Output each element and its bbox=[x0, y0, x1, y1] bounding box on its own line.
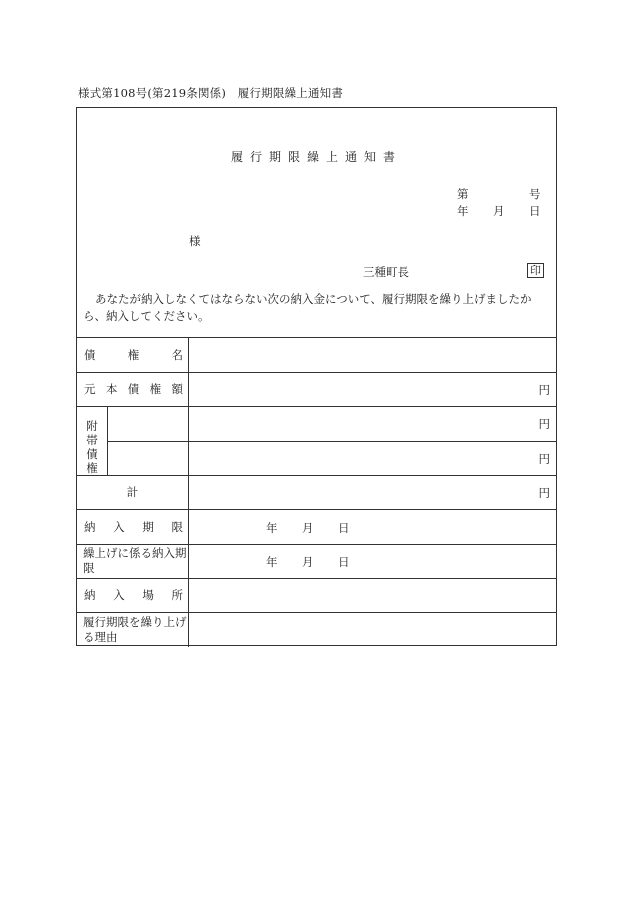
document-title: 履行期限繰上通知書 bbox=[230, 150, 402, 164]
number-prefix: 第 bbox=[457, 187, 469, 201]
label-reason: 履行期限を繰り上げる理由 bbox=[83, 614, 187, 644]
seal-mark: 印 bbox=[527, 263, 544, 278]
date-day: 日 bbox=[529, 204, 541, 218]
advanced-deadline-month: 月 bbox=[302, 555, 314, 569]
deadline-day: 日 bbox=[338, 521, 350, 535]
principal-unit: 円 bbox=[538, 383, 550, 397]
form-label: 様式第108号(第219条関係) 履行期限繰上通知書 bbox=[78, 86, 344, 100]
sender-name: 三種町長 bbox=[363, 265, 409, 279]
attached-unit-2: 円 bbox=[538, 452, 550, 466]
label-advanced-deadline: 繰上げに係る納入期限 bbox=[83, 546, 187, 575]
date-month: 月 bbox=[493, 204, 505, 218]
label-credit-name: 債 権 名 bbox=[84, 347, 183, 362]
number-suffix: 号 bbox=[529, 187, 541, 201]
label-place: 納 入 場 所 bbox=[84, 588, 183, 602]
deadline-month: 月 bbox=[302, 521, 314, 535]
label-principal: 元 本 債 権 額 bbox=[84, 382, 183, 396]
addressee-suffix: 様 bbox=[189, 234, 201, 248]
label-deadline: 納 入 期 限 bbox=[84, 519, 183, 534]
label-attached-credit: 附 帯 債 権 bbox=[86, 419, 98, 475]
advanced-deadline-year: 年 bbox=[266, 555, 278, 569]
advanced-deadline-day: 日 bbox=[338, 555, 350, 569]
deadline-year: 年 bbox=[266, 521, 278, 535]
label-total: 計 bbox=[126, 485, 139, 499]
notice-form bbox=[76, 107, 557, 646]
attached-unit-1: 円 bbox=[538, 417, 550, 431]
date-year: 年 bbox=[457, 204, 469, 218]
total-unit: 円 bbox=[538, 486, 550, 500]
notice-body: あなたが納入しなくてはならない次の納入金について、履行期限を繰り上げましたから、納入してください。 bbox=[83, 292, 532, 323]
